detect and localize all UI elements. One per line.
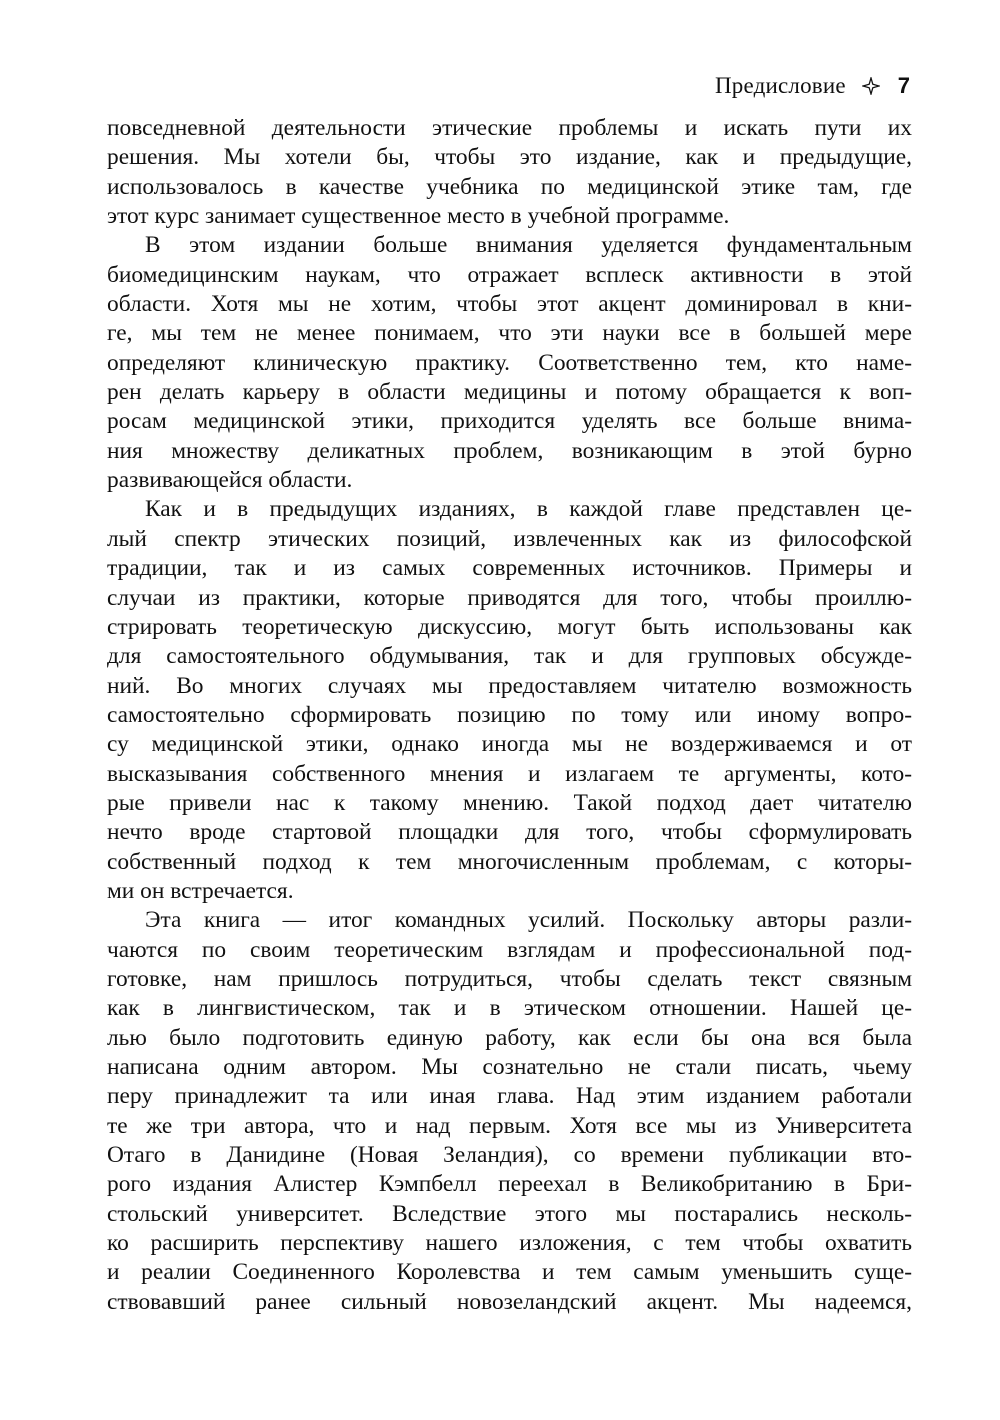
text-line: ге, мы тем не менее понимаем, что эти науки все в большей мере: [107, 320, 912, 347]
text-line: росам медицинской этики, приходится уделять все больше внима-: [107, 408, 912, 435]
text-line: ми он встречается.: [107, 877, 294, 904]
text-line: повседневной деятельности этические проблемы и искать пути их: [107, 115, 912, 141]
section-title: Предисловие: [714, 73, 846, 98]
text-line: В этом издании больше внимания уделяется фундаментальным: [145, 232, 912, 259]
text-line: нечто вроде стартовой площадки для того, чтобы сформулировать: [107, 819, 912, 846]
text-line: биомедицинским наукам, что отражает всплеск активности в этой: [107, 261, 912, 288]
text-line: Отаго в Данидине (Новая Зеландия), со времени публикации вто-: [107, 1142, 912, 1169]
text-line: определяют клиническую практику. Соответственно тем, кто наме-: [107, 349, 912, 376]
text-line: готовке, нам пришлось потрудиться, чтобы сделать текст связным: [107, 965, 912, 992]
text-line: рые привели нас к такому мнению. Такой подход дает читателю: [107, 789, 912, 816]
text-line: перу принадлежит та или иная глава. Над этим изданием работали: [107, 1083, 912, 1110]
text-line: лью было подготовить единую работу, как если бы она вся была: [107, 1024, 912, 1051]
running-head: [715, 70, 910, 102]
text-line: лый спектр этических позиций, извлеченных как из философской: [107, 525, 912, 552]
text-line: рен делать карьеру в области медицины и потому обращается к воп-: [107, 379, 912, 406]
text-line: стольский университет. Вследствие этого мы постарались несколь-: [107, 1200, 912, 1227]
paragraph: [107, 231, 912, 495]
text-line: ний. Во многих случаях мы предоставляем читателю возможность: [107, 672, 912, 699]
text-line: ствовавший ранее сильный новозеландский акцент. Мы надеемся,: [107, 1288, 912, 1315]
text-line: Как и в предыдущих изданиях, в каждой главе представлен це-: [145, 496, 912, 523]
text-line: написана одним автором. Мы сознательно не стали писать, чьему: [107, 1054, 912, 1080]
text-line: ния множеству деликатных проблем, возникающим в этой бурно: [107, 437, 912, 464]
text-line: случаи из практики, которые приводятся для того, чтобы проиллю-: [107, 584, 912, 611]
text-line: решения. Мы хотели бы, чтобы это издание, как и предыдущие,: [107, 144, 912, 171]
text-line: развивающейся области.: [107, 467, 353, 494]
text-line: и реалии Соединенного Королевства и тем самым уменьшить суще-: [107, 1259, 912, 1286]
text-line: рого издания Алистер Кэмпбелл переехал в Великобританию в Бри-: [107, 1171, 912, 1198]
paragraph: [107, 114, 912, 231]
text-line: как в лингвистическом, так и в этическом отношении. Нашей це-: [107, 995, 912, 1022]
text-line: Эта книга — итог командных усилий. Поскольку авторы разли-: [145, 907, 912, 934]
star-ornament-icon: [862, 77, 880, 95]
text-line: традиции, так и из самых современных источников. Примеры и: [107, 555, 912, 582]
text-line: самостоятельно сформировать позицию по тому или иному вопро-: [107, 701, 912, 728]
text-line: стрировать теоретическую дискуссию, могут быть использованы как: [107, 613, 912, 640]
text-line: области. Хотя мы не хотим, чтобы этот акцент доминировал в кни-: [107, 291, 912, 318]
text-line: высказывания собственного мнения и излагаем те аргументы, кото-: [107, 760, 912, 787]
paragraph: [107, 495, 912, 906]
paragraph: [107, 906, 912, 1317]
text-line: ко расширить перспективу нашего изложения, с тем чтобы охватить: [107, 1230, 912, 1257]
text-line: чаются по своим теоретическим взглядам и профессиональной под-: [107, 936, 912, 963]
text-line: те же три автора, что и над первым. Хотя все мы из Университета: [107, 1112, 912, 1139]
text-line: су медицинской этики, однако иногда мы не воздерживаемся и от: [107, 731, 912, 758]
page-number: 7: [897, 73, 910, 98]
body-text: [107, 114, 912, 1317]
text-line: для самостоятельного обдумывания, так и для групповых обсужде-: [107, 643, 912, 670]
text-line: этот курс занимает существенное место в учебной программе.: [107, 203, 730, 230]
text-line: использовалось в качестве учебника по медицинской этике там, где: [107, 173, 912, 200]
text-line: собственный подход к тем многочисленным проблемам, с которы-: [107, 848, 912, 875]
